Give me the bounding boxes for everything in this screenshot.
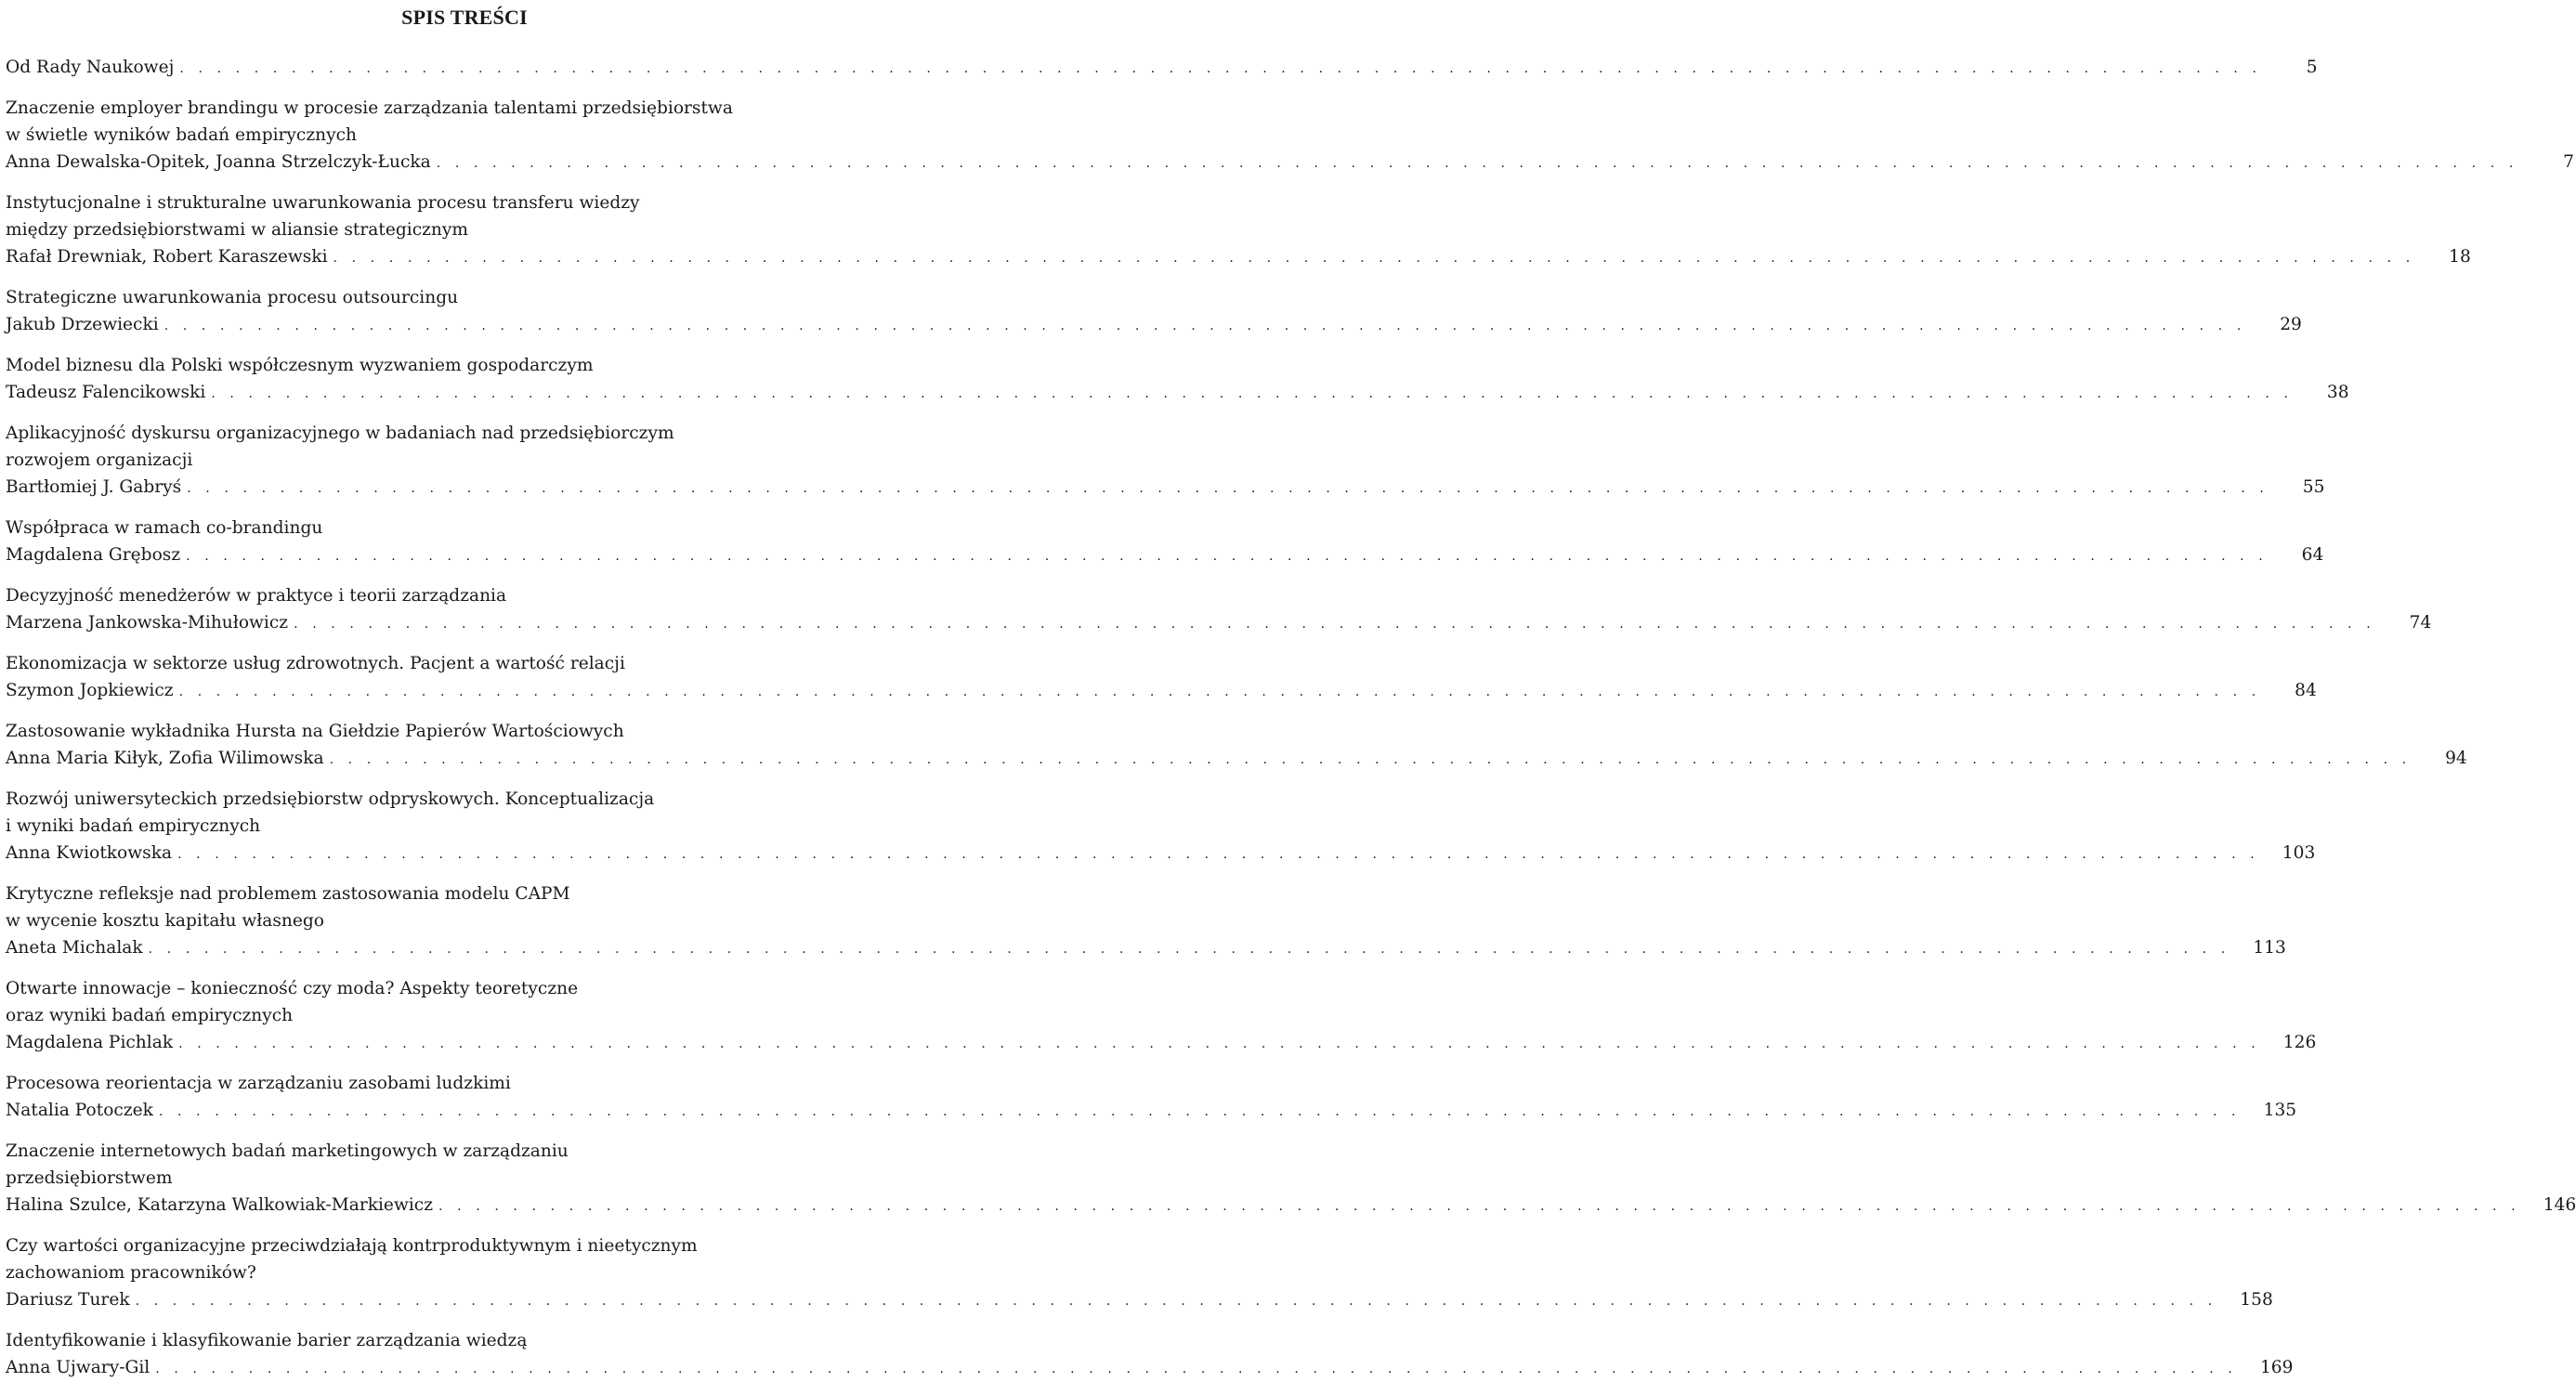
toc-entry-title: rozwojem organizacji xyxy=(6,450,193,470)
dot-leader: . . . . . . . . . . . . . . . . . . . . . . . . . . . . . . . . . . . . . . . . . . . . . . . . . . . . . . . . . . . . . . . . . . . . . . . . . . . . . . . . . . . . . . . . . . . . . . . . . . . . . . . . . . . . . . . . xyxy=(211,386,2294,401)
page-number: 135 xyxy=(2263,1101,2297,1120)
toc-entry-title: Czy wartości organizacyjne przeciwdziałają kontrproduktywnym i nieetycznym xyxy=(6,1236,698,1256)
dot-leader: . . . . . . . . . . . . . . . . . . . . . . . . . . . . . . . . . . . . . . . . . . . . . . . . . . . . . . . . . . . . . . . . . . . . . . . . . . . . . . . . . . . . . . . . . . . . . . . . . . . . . . . . . . . . . . . . xyxy=(186,549,2269,564)
toc-entry[interactable] xyxy=(6,975,2317,1056)
page-number: 126 xyxy=(2282,1033,2317,1052)
toc-entry-title: Model biznesu dla Polski współczesnym wyzwaniem gospodarczym xyxy=(6,356,594,375)
toc-leader-line xyxy=(6,609,2432,636)
dot-leader: . . . . . . . . . . . . . . . . . . . . . . . . . . . . . . . . . . . . . . . . . . . . . . . . . . . . . . . . . . . . . . . . . . . . . . . . . . . . . . . . . . . . . . . . . . . . . . . . . . . . . . . . . . . . . . . . xyxy=(187,481,2269,496)
page-number: 74 xyxy=(2409,613,2432,632)
toc-leader-line xyxy=(6,474,2325,501)
toc-entry[interactable] xyxy=(6,718,2467,772)
dot-leader: . . . . . . . . . . . . . . . . . . . . . . . . . . . . . . . . . . . . . . . . . . . . . . . . . . . . . . . . . . . . . . . . . . . . . . . . . . . . . . . . . . . . . . . . . . . . . . . . . . . . . . . . . . . . . . . . xyxy=(294,617,2376,632)
page-number: 146 xyxy=(2543,1195,2576,1215)
toc-entry-authors: Rafał Drewniak, Robert Karaszewski xyxy=(6,247,328,267)
toc-entry[interactable] xyxy=(6,1232,2273,1313)
toc-entry-title: zachowaniom pracowników? xyxy=(6,1263,256,1283)
page-number: 113 xyxy=(2253,938,2286,958)
toc-entry-authors: Anna Ujwary-Gil xyxy=(6,1358,150,1377)
page-number: 84 xyxy=(2295,681,2317,700)
toc-leader-line xyxy=(6,54,2318,81)
toc-leader-line xyxy=(6,541,2324,568)
page-number: 5 xyxy=(2306,58,2318,77)
toc-entry[interactable] xyxy=(6,1138,2576,1219)
dot-leader: . . . . . . . . . . . . . . . . . . . . . . . . . . . . . . . . . . . . . . . . . . . . . . . . . . . . . . . . . . . . . . . . . . . . . . . . . . . . . . . . . . . . . . . . . . . . . . . . . . . . . . . . . . . . . . . . xyxy=(148,942,2230,957)
toc-entry-authors: Anna Dewalska-Opitek, Joanna Strzelczyk-Łucka xyxy=(6,152,431,172)
toc-entry[interactable] xyxy=(6,54,2318,81)
toc-entry-title: Znaczenie employer brandingu w procesie zarządzania talentami przedsiębiorstwa xyxy=(6,98,733,118)
page-number: 18 xyxy=(2449,247,2471,267)
toc-leader-line xyxy=(6,934,2286,961)
page-number: 38 xyxy=(2326,383,2349,402)
toc-leader-line xyxy=(6,677,2317,704)
toc-entry-title: i wyniki badań empirycznych xyxy=(6,816,261,836)
page-number: 169 xyxy=(2259,1358,2294,1377)
toc-leader-line xyxy=(6,1097,2297,1124)
toc-entry-title: Od Rady Naukowej xyxy=(6,58,175,77)
toc-entry-authors: Magdalena Grębosz xyxy=(6,545,181,565)
page-title: SPIS TREŚCI xyxy=(401,6,528,29)
toc-entry-authors: Jakub Drzewiecki xyxy=(6,315,159,334)
toc-entry-title: Aplikacyjność dyskursu organizacyjnego w badaniach nad przedsiębiorczym xyxy=(6,424,674,443)
toc-entry-title: Strategiczne uwarunkowania procesu outsourcingu xyxy=(6,288,459,307)
page-number: 103 xyxy=(2282,843,2316,863)
toc-entry[interactable] xyxy=(6,95,2574,176)
toc-leader-line xyxy=(6,1286,2273,1313)
toc-entry-title: Współpraca w ramach co-brandingu xyxy=(6,518,323,538)
dot-leader: . . . . . . . . . . . . . . . . . . . . . . . . . . . . . . . . . . . . . . . . . . . . . . . . . . . . . . . . . . . . . . . . . . . . . . . . . . . . . . . . . . . . . . . . . . . . . . . . . . . . . . . . . . . . . . . . xyxy=(155,1362,2238,1376)
toc-entry-authors: Tadeusz Falencikowski xyxy=(6,383,206,402)
toc-entry[interactable] xyxy=(6,189,2471,270)
toc-entry-authors: Dariusz Turek xyxy=(6,1290,130,1310)
toc-entry-authors: Halina Szulce, Katarzyna Walkowiak-Markiewicz xyxy=(6,1195,434,1215)
toc-entry-title: Krytyczne refleksje nad problemem zastosowania modelu CAPM xyxy=(6,884,570,904)
toc-entry-authors: Natalia Potoczek xyxy=(6,1101,153,1120)
toc-entry-authors: Aneta Michalak xyxy=(6,938,143,958)
page-number: 64 xyxy=(2301,545,2324,565)
dot-leader: . . . . . . . . . . . . . . . . . . . . . . . . . . . . . . . . . . . . . . . . . . . . . . . . . . . . . . . . . . . . . . . . . . . . . . . . . . . . . . . . . . . . . . . . . . . . . . . . . . . . . . . . . . . . . . . . xyxy=(179,61,2262,76)
page-number: 7 xyxy=(2563,152,2574,172)
toc-entry-authors: Anna Maria Kiłyk, Zofia Wilimowska xyxy=(6,749,324,768)
toc-entry-title: Ekonomizacja w sektorze usług zdrowotnych. Pacjent a wartość relacji xyxy=(6,654,625,673)
dot-leader: . . . . . . . . . . . . . . . . . . . . . . . . . . . . . . . . . . . . . . . . . . . . . . . . . . . . . . . . . . . . . . . . . . . . . . . . . . . . . . . . . . . . . . . . . . . . . . . . . . . . . . . . . . . . . . . . xyxy=(436,156,2518,171)
toc-entry[interactable] xyxy=(6,880,2286,961)
dot-leader: . . . . . . . . . . . . . . . . . . . . . . . . . . . . . . . . . . . . . . . . . . . . . . . . . . . . . . . . . . . . . . . . . . . . . . . . . . . . . . . . . . . . . . . . . . . . . . . . . . . . . . . . . . . . . . . . xyxy=(135,1294,2217,1309)
toc-entry-title: Otwarte innowacje – konieczność czy moda? Aspekty teoretyczne xyxy=(6,979,579,998)
toc-entry-authors: Szymon Jopkiewicz xyxy=(6,681,174,700)
toc-leader-line xyxy=(6,311,2302,338)
dot-leader: . . . . . . . . . . . . . . . . . . . . . . . . . . . . . . . . . . . . . . . . . . . . . . . . . . . . . . . . . . . . . . . . . . . . . . . . . . . . . . . . . . . . . . . . . . . . . . . . . . . . . . . . . . . . . . . . xyxy=(177,847,2260,862)
toc-entry-title: Identyfikowanie i klasyfikowanie barier zarządzania wiedzą xyxy=(6,1331,528,1350)
dot-leader: . . . . . . . . . . . . . . . . . . . . . . . . . . . . . . . . . . . . . . . . . . . . . . . . . . . . . . . . . . . . . . . . . . . . . . . . . . . . . . . . . . . . . . . . . . . . . . . . . . . . . . . . . . . . . . . . xyxy=(329,752,2412,767)
toc-leader-line xyxy=(6,149,2574,176)
toc-entry[interactable] xyxy=(6,650,2317,704)
toc-leader-line xyxy=(6,1192,2576,1219)
toc-entry-title: Procesowa reorientacja w zarządzaniu zasobami ludzkimi xyxy=(6,1074,511,1093)
toc-entry-authors: Bartłomiej J. Gabryś xyxy=(6,477,182,497)
toc-entry-authors: Marzena Jankowska-Mihułowicz xyxy=(6,613,289,632)
toc-entry[interactable] xyxy=(6,1327,2294,1381)
page-number: 55 xyxy=(2302,477,2325,497)
toc-entry-title: w wycenie kosztu kapitału własnego xyxy=(6,911,324,931)
toc-entry-title: w świetle wyników badań empirycznych xyxy=(6,125,358,145)
toc-entry-title: Instytucjonalne i strukturalne uwarunkowania procesu transferu wiedzy xyxy=(6,193,640,213)
toc-entry[interactable] xyxy=(6,352,2349,406)
toc-entry[interactable] xyxy=(6,786,2316,867)
toc-page xyxy=(6,0,2576,1395)
dot-leader: . . . . . . . . . . . . . . . . . . . . . . . . . . . . . . . . . . . . . . . . . . . . . . . . . . . . . . . . . . . . . . . . . . . . . . . . . . . . . . . . . . . . . . . . . . . . . . . . . . . . . . . . . . . . . . . . xyxy=(178,1036,2261,1051)
toc-entry[interactable] xyxy=(6,582,2432,636)
toc-entry-title: Rozwój uniwersyteckich przedsiębiorstw odpryskowych. Konceptualizacja xyxy=(6,789,655,809)
toc-list xyxy=(6,54,2576,1381)
toc-leader-line xyxy=(6,1029,2317,1056)
toc-entry-title: Decyzyjność menedżerów w praktyce i teorii zarządzania xyxy=(6,586,507,606)
toc-leader-line xyxy=(6,379,2349,406)
dot-leader: . . . . . . . . . . . . . . . . . . . . . . . . . . . . . . . . . . . . . . . . . . . . . . . . . . . . . . . . . . . . . . . . . . . . . . . . . . . . . . . . . . . . . . . . . . . . . . . . . . . . . . . . . . . . . . . . xyxy=(333,251,2415,266)
toc-entry-authors: Magdalena Pichlak xyxy=(6,1033,174,1052)
toc-entry[interactable] xyxy=(6,1070,2297,1124)
toc-leader-line xyxy=(6,1354,2294,1381)
page-number: 158 xyxy=(2240,1290,2273,1310)
page-number: 29 xyxy=(2280,315,2302,334)
dot-leader: . . . . . . . . . . . . . . . . . . . . . . . . . . . . . . . . . . . . . . . . . . . . . . . . . . . . . . . . . . . . . . . . . . . . . . . . . . . . . . . . . . . . . . . . . . . . . . . . . . . . . . . . . . . . . . . . xyxy=(438,1199,2521,1214)
toc-entry-title: między przedsiębiorstwami w aliansie strategicznym xyxy=(6,220,469,240)
toc-entry-title: przedsiębiorstwem xyxy=(6,1168,173,1188)
toc-entry[interactable] xyxy=(6,515,2324,568)
toc-entry[interactable] xyxy=(6,420,2325,501)
dot-leader: . . . . . . . . . . . . . . . . . . . . . . . . . . . . . . . . . . . . . . . . . . . . . . . . . . . . . . . . . . . . . . . . . . . . . . . . . . . . . . . . . . . . . . . . . . . . . . . . . . . . . . . . . . . . . . . . xyxy=(158,1104,2242,1119)
dot-leader: . . . . . . . . . . . . . . . . . . . . . . . . . . . . . . . . . . . . . . . . . . . . . . . . . . . . . . . . . . . . . . . . . . . . . . . . . . . . . . . . . . . . . . . . . . . . . . . . . . . . . . . . . . . . . . . . xyxy=(178,684,2261,699)
toc-entry-title: Zastosowanie wykładnika Hursta na Giełdzie Papierów Wartościowych xyxy=(6,722,624,741)
toc-entry-title: oraz wyniki badań empirycznych xyxy=(6,1006,294,1025)
toc-leader-line xyxy=(6,243,2471,270)
toc-leader-line xyxy=(6,745,2467,772)
dot-leader: . . . . . . . . . . . . . . . . . . . . . . . . . . . . . . . . . . . . . . . . . . . . . . . . . . . . . . . . . . . . . . . . . . . . . . . . . . . . . . . . . . . . . . . . . . . . . . . . . . . . . . . . . . . . . . . . xyxy=(163,319,2246,333)
toc-entry-title: Znaczenie internetowych badań marketingowych w zarządzaniu xyxy=(6,1141,569,1161)
toc-entry-authors: Anna Kwiotkowska xyxy=(6,843,173,863)
toc-entry[interactable] xyxy=(6,284,2302,338)
toc-leader-line xyxy=(6,840,2316,867)
page-number: 94 xyxy=(2445,749,2467,768)
